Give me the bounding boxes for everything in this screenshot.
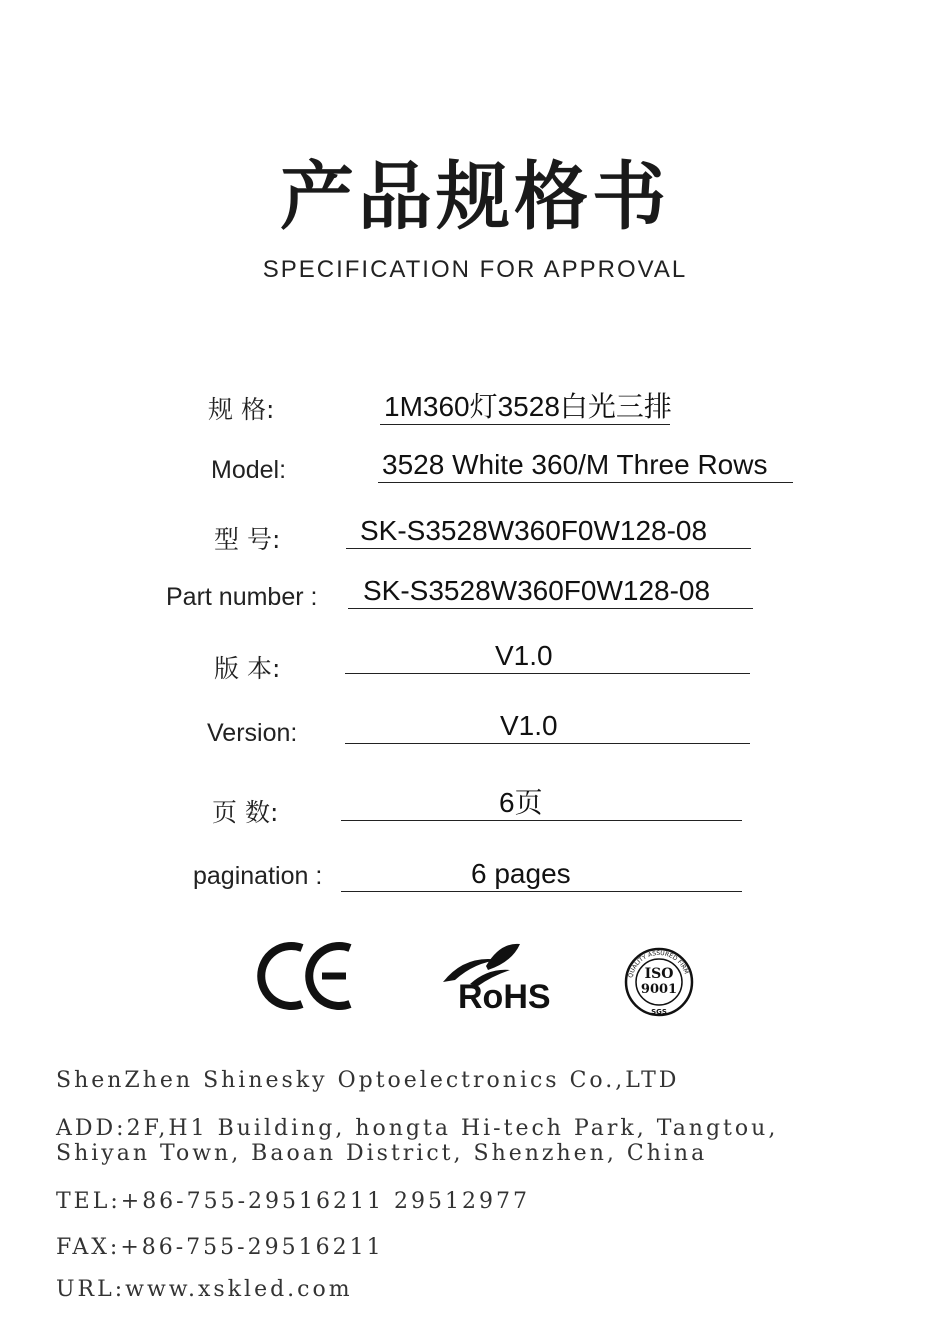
version-label: Version: — [207, 719, 298, 747]
model-label: Model: — [211, 456, 287, 484]
iso-9001-icon — [626, 949, 692, 1016]
iso-ring-text: QUALITY ASSURED FIRM — [627, 949, 690, 979]
page-title-en: SPECIFICATION FOR APPROVAL — [262, 256, 688, 283]
type-cn-field — [346, 512, 751, 549]
type-cn-label: 型 号: — [214, 525, 281, 554]
ce-mark-text: CE — [310, 940, 312, 941]
iso-line2: 9001 — [640, 982, 678, 997]
iso-bottom: SGS — [651, 1008, 667, 1016]
version-cn-label: 版 本: — [214, 654, 281, 683]
fax: FAX:+86-755-29516211 — [56, 1235, 384, 1260]
page-title-cn: 产品规格书 — [280, 154, 670, 240]
certification-logos — [0, 940, 950, 1025]
model-value: 3528 White 360/M Three Rows — [382, 449, 768, 481]
rohs-text: RoHS — [458, 978, 551, 1016]
website-url: URL:www.xskled.com — [56, 1277, 353, 1302]
certification-logos-svg — [0, 940, 950, 1025]
telephone: TEL:+86-755-29516211 29512977 — [56, 1189, 530, 1214]
part-number-value: SK-S3528W360F0W128-08 — [363, 575, 711, 607]
address-line-2: Shiyan Town, Baoan District, Shenzhen, China — [56, 1141, 708, 1166]
pages-cn-field — [341, 784, 742, 821]
spec-cn-label: 规 格: — [208, 395, 275, 424]
part-number-field — [348, 572, 753, 609]
type-cn-value: SK-S3528W360F0W128-08 — [360, 515, 708, 547]
spec-cn-field — [380, 388, 670, 425]
version-cn-field — [345, 637, 750, 674]
version-value: V1.0 — [500, 710, 558, 742]
rohs-icon — [443, 944, 551, 1016]
spec-cn-value: 1M360灯3528白光三排 — [384, 391, 672, 423]
pagination-label: pagination : — [193, 862, 323, 890]
version-field — [345, 707, 750, 744]
model-field — [378, 446, 793, 483]
pagination-field — [341, 855, 742, 892]
address-line-1: ADD:2F,H1 Building, hongta Hi-tech Park, Tangtou, — [56, 1116, 779, 1141]
part-number-label: Part number : — [166, 583, 318, 611]
pages-cn-value: 6页 — [499, 787, 543, 819]
company-name: ShenZhen Shinesky Optoelectronics Co.,LTD — [56, 1068, 680, 1093]
pages-cn-label: 页 数: — [212, 798, 279, 827]
version-cn-value: V1.0 — [495, 640, 553, 672]
pagination-value: 6 pages — [471, 858, 571, 890]
iso-line1: ISO — [644, 966, 674, 982]
ce-mark-icon — [261, 940, 350, 1006]
